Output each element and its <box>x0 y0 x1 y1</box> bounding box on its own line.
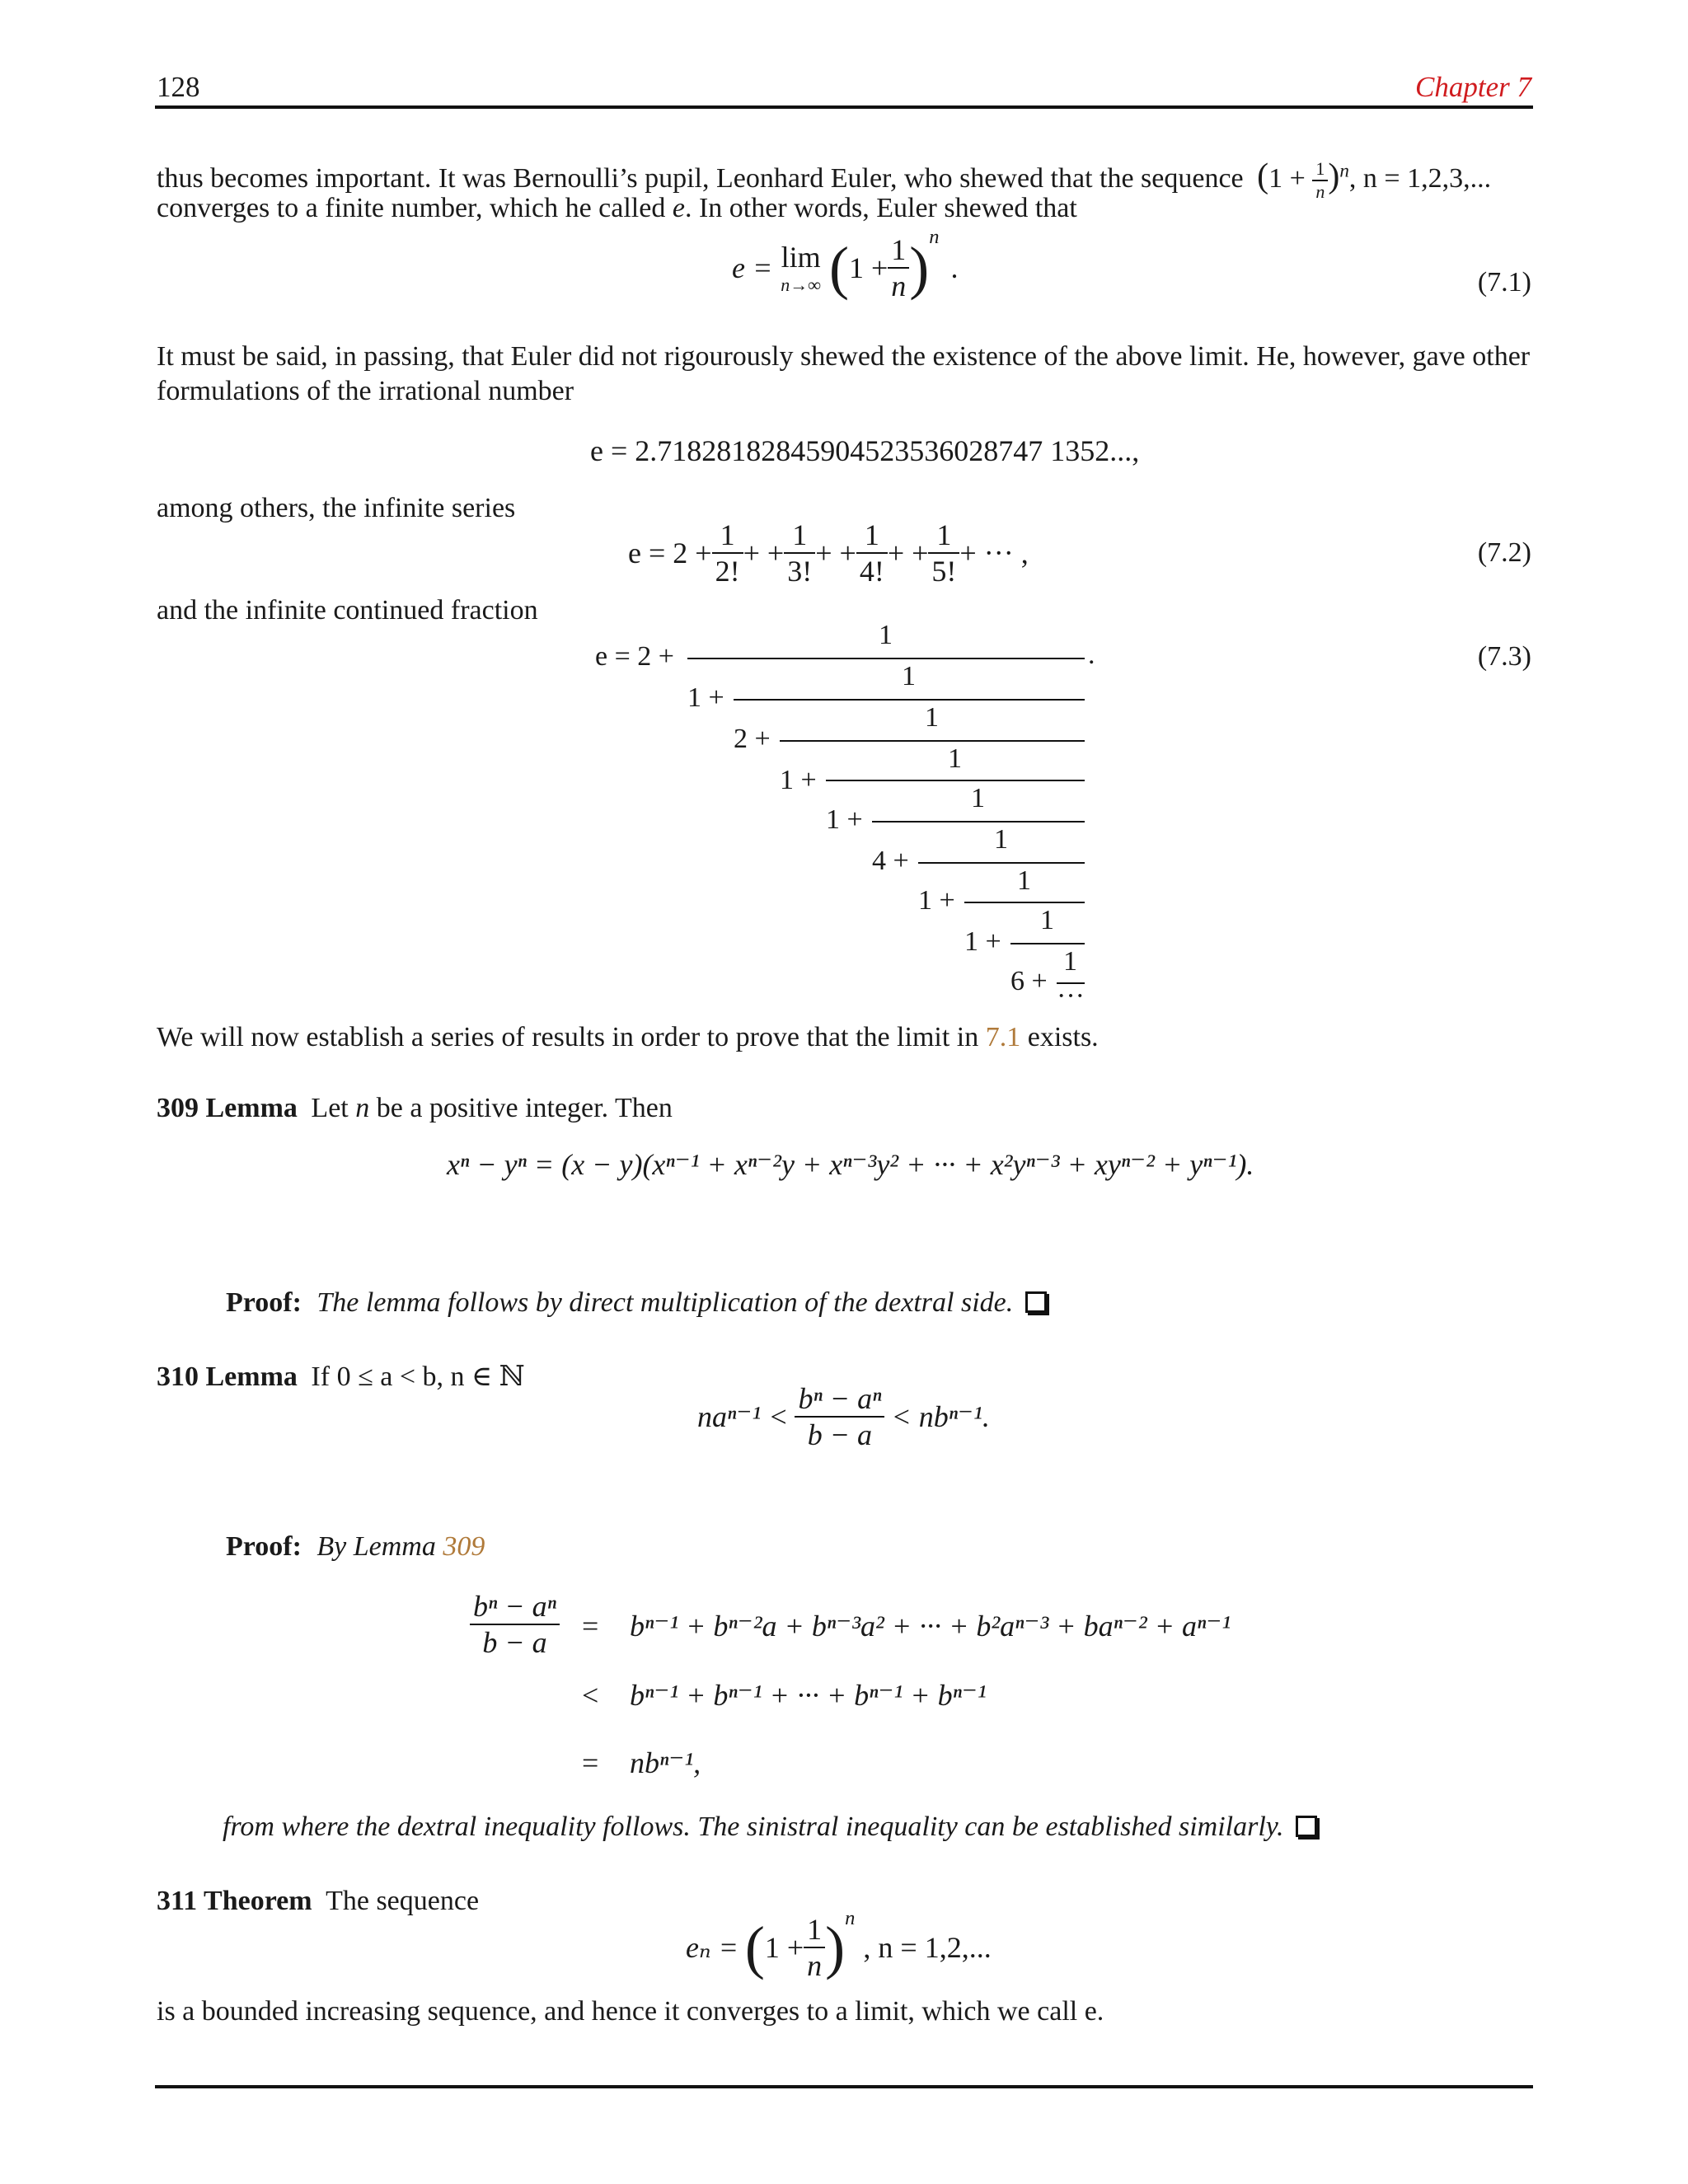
intro-line-2 <box>157 193 1077 224</box>
cf-numerator: 1 <box>971 783 985 813</box>
lemma-309-statement <box>157 1093 673 1124</box>
e-value: e = 2.71828182845904523536028747 1352..., <box>590 434 1140 467</box>
establish-text: We will now establish a series of results in order to prove that the limit in <box>157 1022 979 1052</box>
eq72-op-4: + ··· , <box>959 537 1029 569</box>
qed-box-icon <box>1025 1291 1047 1313</box>
theorem-311-label: 311 Theorem <box>157 1886 312 1916</box>
thm-den-var: n <box>807 1949 823 1982</box>
lemma-309-text-b: be a positive integer. Then <box>376 1093 673 1123</box>
eq72-op-3: + + <box>887 537 929 569</box>
lemma-310-proof <box>226 1531 485 1563</box>
cf-partial: 1 + <box>780 765 817 795</box>
cf-partial: 1 + <box>826 804 863 835</box>
eq72-term-1 <box>712 518 743 588</box>
cf-bar <box>918 862 1085 864</box>
eq71-limit <box>781 240 821 296</box>
intro-sequence: (1 + $\frac{1}{n}$ )$^n$, n = 1,2,3,... <box>1257 157 1492 203</box>
lemma-310-condition: If 0 ≤ a < b, n ∈ ℕ <box>311 1361 525 1392</box>
eq72-term-3-num: 1 <box>864 518 879 551</box>
eq71-one-plus: 1 + <box>848 251 889 284</box>
proof-text: The lemma follows by direct multiplication of the dextral side. <box>316 1287 1014 1318</box>
establish-line <box>157 1022 1099 1053</box>
eq71-exponent: n <box>929 226 940 248</box>
cf-numerator: 1 <box>925 702 939 733</box>
cf-partial: 6 + <box>1010 966 1048 996</box>
eq71-den-var: n <box>891 269 907 302</box>
lemma-309-formula: xⁿ − yⁿ = (x − y)(xⁿ⁻¹ + xⁿ⁻²y + xⁿ⁻³y² + ··· + x²yⁿ⁻³ + xyⁿ⁻² + yⁿ⁻¹). <box>447 1148 1254 1181</box>
chapter-title: Chapter 7 <box>1415 71 1531 103</box>
eq72-term-4-den: 5! <box>928 552 959 588</box>
intro-line-1-text: thus becomes important. It was Bernoulli’s pupil, Leonhard Euler, who shewed that the sequence <box>157 163 1244 194</box>
cf-tail-dots: ··· <box>1057 981 1085 1011</box>
eq72-term-2-num: 1 <box>792 518 808 551</box>
thm-num: 1 <box>807 1913 823 1946</box>
eq72-term-4 <box>928 518 959 588</box>
align-lhs-fraction <box>470 1589 560 1660</box>
lemma-310-inequality <box>697 1381 990 1452</box>
align-expr: nbⁿ⁻¹, <box>630 1746 701 1779</box>
cf-bar <box>687 658 1085 659</box>
lemma-309-var: n <box>355 1093 370 1123</box>
cf-partial: 1 + <box>964 926 1001 957</box>
eq72-term-1-den: 2! <box>712 552 743 588</box>
qed-box-icon <box>1296 1816 1317 1837</box>
eq71-number: (7.1) <box>1477 267 1531 298</box>
intro-sequence-tail: , n = 1,2,3,... <box>1348 163 1492 194</box>
page-number: 128 <box>157 71 200 103</box>
eq73-lhs: e = 2 + <box>595 641 674 672</box>
theorem-311-conclusion: is a bounded increasing sequence, and hence it converges to a limit, which we call e. <box>157 1996 1104 2027</box>
eq72-term-3-den: 4! <box>856 552 888 588</box>
proof-label: Proof: <box>226 1531 302 1562</box>
eq71-lim-label: lim <box>781 241 821 274</box>
cf-bar <box>872 821 1085 823</box>
intro-line-2-text: converges to a finite number, which he called <box>157 193 666 223</box>
establish-tail: exists. <box>1027 1022 1099 1052</box>
thm-den <box>804 1947 825 1983</box>
cf-bar <box>780 740 1085 742</box>
lemma-310-label: 310 Lemma <box>157 1361 298 1392</box>
proof-label: Proof: <box>226 1287 302 1318</box>
lemma-310-num: bⁿ − aⁿ <box>798 1382 882 1415</box>
lemma-309-label: 309 Lemma <box>157 1093 298 1123</box>
eq72-number: (7.2) <box>1477 537 1531 568</box>
eq72-term-1-num: 1 <box>720 518 735 551</box>
align-lhs-den: b − a <box>470 1624 560 1660</box>
lemma-ref-link[interactable]: 309 <box>443 1531 485 1562</box>
equation-7-1: e = lim n→∞ ( 1 + $\frac{1}{n}$ ) $^n$ . <box>732 226 959 302</box>
intro-line-2-tail: . In other words, Euler shewed that <box>684 193 1077 223</box>
equation-ref-link[interactable]: 7.1 <box>985 1022 1021 1052</box>
align-rel: = <box>582 1610 599 1643</box>
align-expr: bⁿ⁻¹ + bⁿ⁻¹ + ··· + bⁿ⁻¹ + bⁿ⁻¹ <box>630 1679 987 1712</box>
align-rel: < <box>582 1679 599 1712</box>
eq73-dot: . <box>1088 640 1095 670</box>
cf-partial: 2 + <box>734 724 771 754</box>
theorem-311-formula: eₙ = ( 1 + $\frac{1}{n}$ ) $^n$ , n = 1,2,... <box>686 1907 992 1982</box>
thm-fraction <box>804 1912 825 1983</box>
lemma-310-closing <box>223 1811 1317 1843</box>
eq71-dot: . <box>950 251 959 284</box>
cf-intro: and the infinite continued fraction <box>157 595 538 626</box>
thm-tail: , n = 1,2,... <box>863 1931 992 1964</box>
eq72-op-1: + + <box>743 537 785 569</box>
cf-numerator: 1 <box>879 620 893 650</box>
theorem-311-text: The sequence <box>326 1886 480 1916</box>
thm-one-plus: 1 + <box>764 1931 804 1964</box>
series-intro: among others, the infinite series <box>157 493 516 523</box>
cf-bar <box>734 699 1085 701</box>
cf-numerator: 1 <box>1063 946 1077 977</box>
thm-lhs: eₙ = <box>686 1931 738 1964</box>
cf-partial: 4 + <box>872 846 909 876</box>
eq71-den <box>888 267 909 303</box>
cf-numerator: 1 <box>994 824 1008 855</box>
eq73-number: (7.3) <box>1477 641 1531 672</box>
align-expr: bⁿ⁻¹ + bⁿ⁻²a + bⁿ⁻³a² + ··· + b²aⁿ⁻³ + baⁿ⁻² + aⁿ⁻¹ <box>630 1610 1231 1643</box>
lemma-310-right: < nbⁿ⁻¹. <box>891 1400 990 1433</box>
cf-bar <box>826 780 1085 781</box>
cf-bar <box>964 902 1085 903</box>
passing-line-2: formulations of the irrational number <box>157 376 574 406</box>
intro-e-symbol: e <box>672 193 685 223</box>
lemma-310-statement <box>157 1360 525 1393</box>
cf-partial: 1 + <box>687 682 724 713</box>
lemma-309-text-a: Let <box>311 1093 349 1123</box>
align-lhs-num: bⁿ − aⁿ <box>473 1590 556 1623</box>
eq71-num: 1 <box>891 233 907 266</box>
cf-numerator: 1 <box>902 661 916 691</box>
theorem-311-statement <box>157 1886 479 1917</box>
eq71-lhs: e = <box>732 251 773 284</box>
cf-partial: 1 + <box>918 885 955 916</box>
equation-7-2 <box>628 518 1029 588</box>
align-lhs <box>470 1589 560 1660</box>
lemma-310-left: naⁿ⁻¹ < <box>697 1400 789 1433</box>
eq72-term-3 <box>856 518 888 588</box>
cf-numerator: 1 <box>1040 905 1054 935</box>
header-rule <box>155 105 1533 109</box>
eq72-term-4-num: 1 <box>936 518 952 551</box>
closing-text: from where the dextral inequality follows. The sinistral inequality can be established similarly. <box>223 1811 1284 1842</box>
lemma-310-den: b − a <box>795 1416 884 1452</box>
cf-numerator: 1 <box>948 743 962 774</box>
passing-line-1: It must be said, in passing, that Euler did not rigourously shewed the existence of the above limit. He, however, gave other <box>157 341 1531 372</box>
eq72-term-2 <box>784 518 815 588</box>
footer-rule <box>155 2085 1533 2088</box>
eq72-op-2: + + <box>815 537 856 569</box>
lemma-310-fraction <box>795 1381 884 1452</box>
eq71-lim-sub: n→∞ <box>781 274 821 295</box>
eq72-lhs: e = 2 + <box>628 537 712 569</box>
lemma-309-proof <box>226 1287 1047 1319</box>
cf-bar <box>1010 943 1085 944</box>
cf-numerator: 1 <box>1017 865 1031 896</box>
thm-exponent: n <box>845 1907 856 1929</box>
proof-text: By Lemma <box>316 1531 436 1562</box>
eq71-fraction <box>888 232 909 303</box>
align-rel: = <box>582 1746 599 1779</box>
eq72-term-2-den: 3! <box>784 552 815 588</box>
